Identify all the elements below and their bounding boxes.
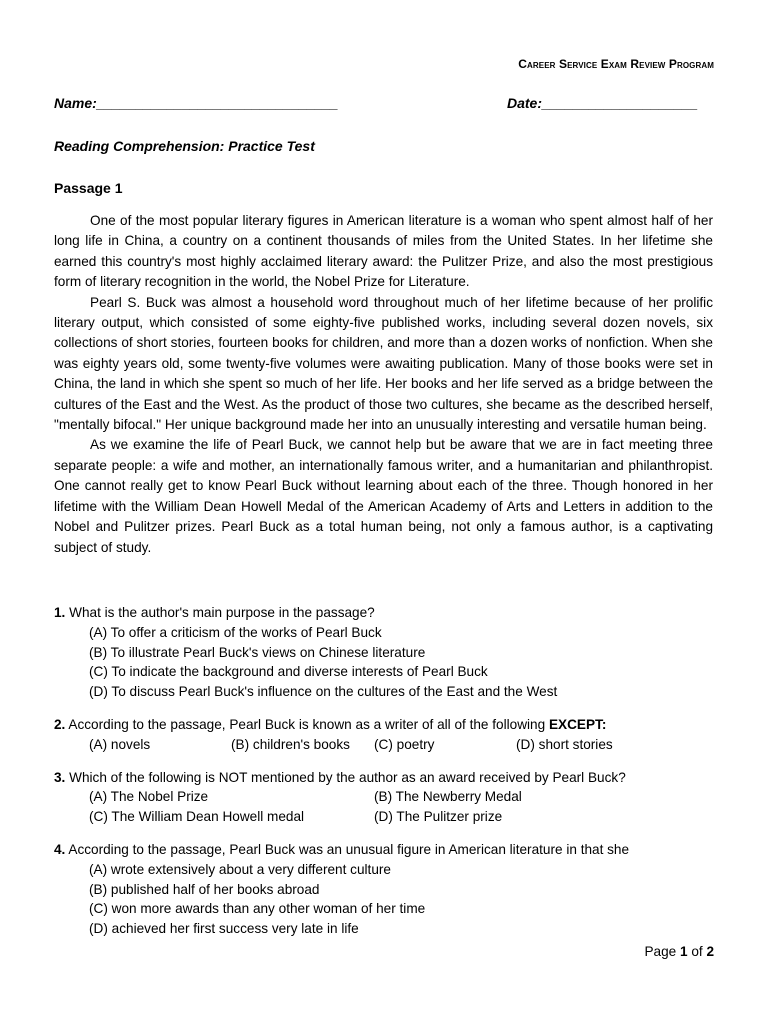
question-text: Which of the following is NOT mentioned by the author as an award received by Pearl Buck? xyxy=(69,769,626,785)
answer-options-row xyxy=(54,807,714,827)
test-subtitle: Reading Comprehension: Practice Test xyxy=(54,138,315,154)
answer-option: (A) The Nobel Prize xyxy=(89,789,209,805)
page-footer xyxy=(644,944,714,959)
name-field xyxy=(54,95,338,111)
question-number: 3. xyxy=(54,769,66,785)
answer-option: (D) To discuss Pearl Buck's influence on the cultures of the East and the West xyxy=(89,684,558,700)
answer-option: (C) won more awards than any other woman of her time xyxy=(89,901,426,917)
passage-body xyxy=(54,211,713,558)
page-word: Page xyxy=(644,944,677,959)
name-label: Name: xyxy=(54,95,97,111)
answer-option: (C) To indicate the background and diverse interests of Pearl Buck xyxy=(89,664,488,680)
passage-paragraph: Pearl S. Buck was almost a household word throughout much of her lifetime because of her prolific literary output, which consisted of some eighty-five published works, including several dozen novels, six collections of short stories, fourteen books for children, and more than a dozen works of nonfiction. When she was eighty years old, some twenty-five volumes were awaiting publication. Many of those books were set in China, the land in which she spent so much of her life. Her books and her life served as a bridge between the cultures of the East and the West. As the product of those two cultures, she became as the described herself, "mentally bifocal." Her unique background made her into an unusually interesting and versatile human being. xyxy=(54,294,713,433)
answer-options-row xyxy=(54,787,714,807)
question-number: 1. xyxy=(54,605,66,620)
answer-option: (B) published half of her books abroad xyxy=(89,881,320,897)
answer-option: (A) novels xyxy=(89,736,151,752)
answer-option: (B) The Newberry Medal xyxy=(374,789,522,805)
question-3 xyxy=(54,768,714,827)
passage-paragraph: As we examine the life of Pearl Buck, we cannot help but be aware that we are in fact meeting three separate people: a wife and mother, an internationally famous writer, and a humanitarian and philanthropist. One cannot really get to know Pearl Buck without learning about each of the three. Though honored in her lifetime with the William Dean Howell Medal of the American Academy of Arts and Letters in addition to the Nobel and Pulitzer prizes. Pearl Buck as a total human being, not only a famous author, is a captivating subject of study. xyxy=(54,437,713,555)
passage-paragraph: One of the most popular literary figures in American literature is a woman who spent almost half of her long life in China, a country on a continent thousands of miles from the United States. In her lifetime she earned this country's most highly acclaimed literary award: the Pulitzer Prize, and also the most prestigious form of literary recognition in the world, the Nobel Prize for Literature. xyxy=(54,213,713,290)
question-number: 2. xyxy=(54,716,66,732)
date-label: Date: xyxy=(507,95,543,111)
program-header: Career Service Exam Review Program xyxy=(518,57,714,71)
answer-options-row xyxy=(54,735,714,755)
answer-option: (B) children's books xyxy=(231,736,350,752)
answer-option: (C) poetry xyxy=(374,736,435,752)
answer-option: (B) To illustrate Pearl Buck's views on Chinese literature xyxy=(89,644,426,660)
question-text: What is the author's main purpose in the passage? xyxy=(69,605,375,620)
date-blank: ____________________ xyxy=(542,95,698,111)
passage-title: Passage 1 xyxy=(54,180,123,196)
answer-option: (D) short stories xyxy=(516,736,613,752)
page-number: 1 xyxy=(679,944,688,959)
answer-option: (A) To offer a criticism of the works of Pearl Buck xyxy=(89,624,382,640)
answer-option: (D) The Pulitzer prize xyxy=(374,809,503,825)
answer-option: (A) wrote extensively about a very different culture xyxy=(89,861,391,877)
question-text: According to the passage, Pearl Buck was an unusual figure in American literature in that she xyxy=(68,841,630,857)
question-4 xyxy=(54,840,714,939)
answer-option: (C) The William Dean Howell medal xyxy=(89,809,305,825)
form-row xyxy=(54,95,714,115)
answer-option: (D) achieved her first success very late in life xyxy=(89,921,359,937)
question-text: According to the passage, Pearl Buck is known as a writer of all of the following xyxy=(68,716,546,732)
question-list xyxy=(54,603,714,952)
question-2 xyxy=(54,715,714,755)
question-emphasis: EXCEPT: xyxy=(548,716,607,732)
name-blank: _______________________________ xyxy=(96,95,339,111)
date-field xyxy=(507,95,698,111)
question-1 xyxy=(54,603,714,702)
of-word: of xyxy=(691,944,703,959)
page-total: 2 xyxy=(706,944,714,959)
question-number: 4. xyxy=(54,841,66,857)
